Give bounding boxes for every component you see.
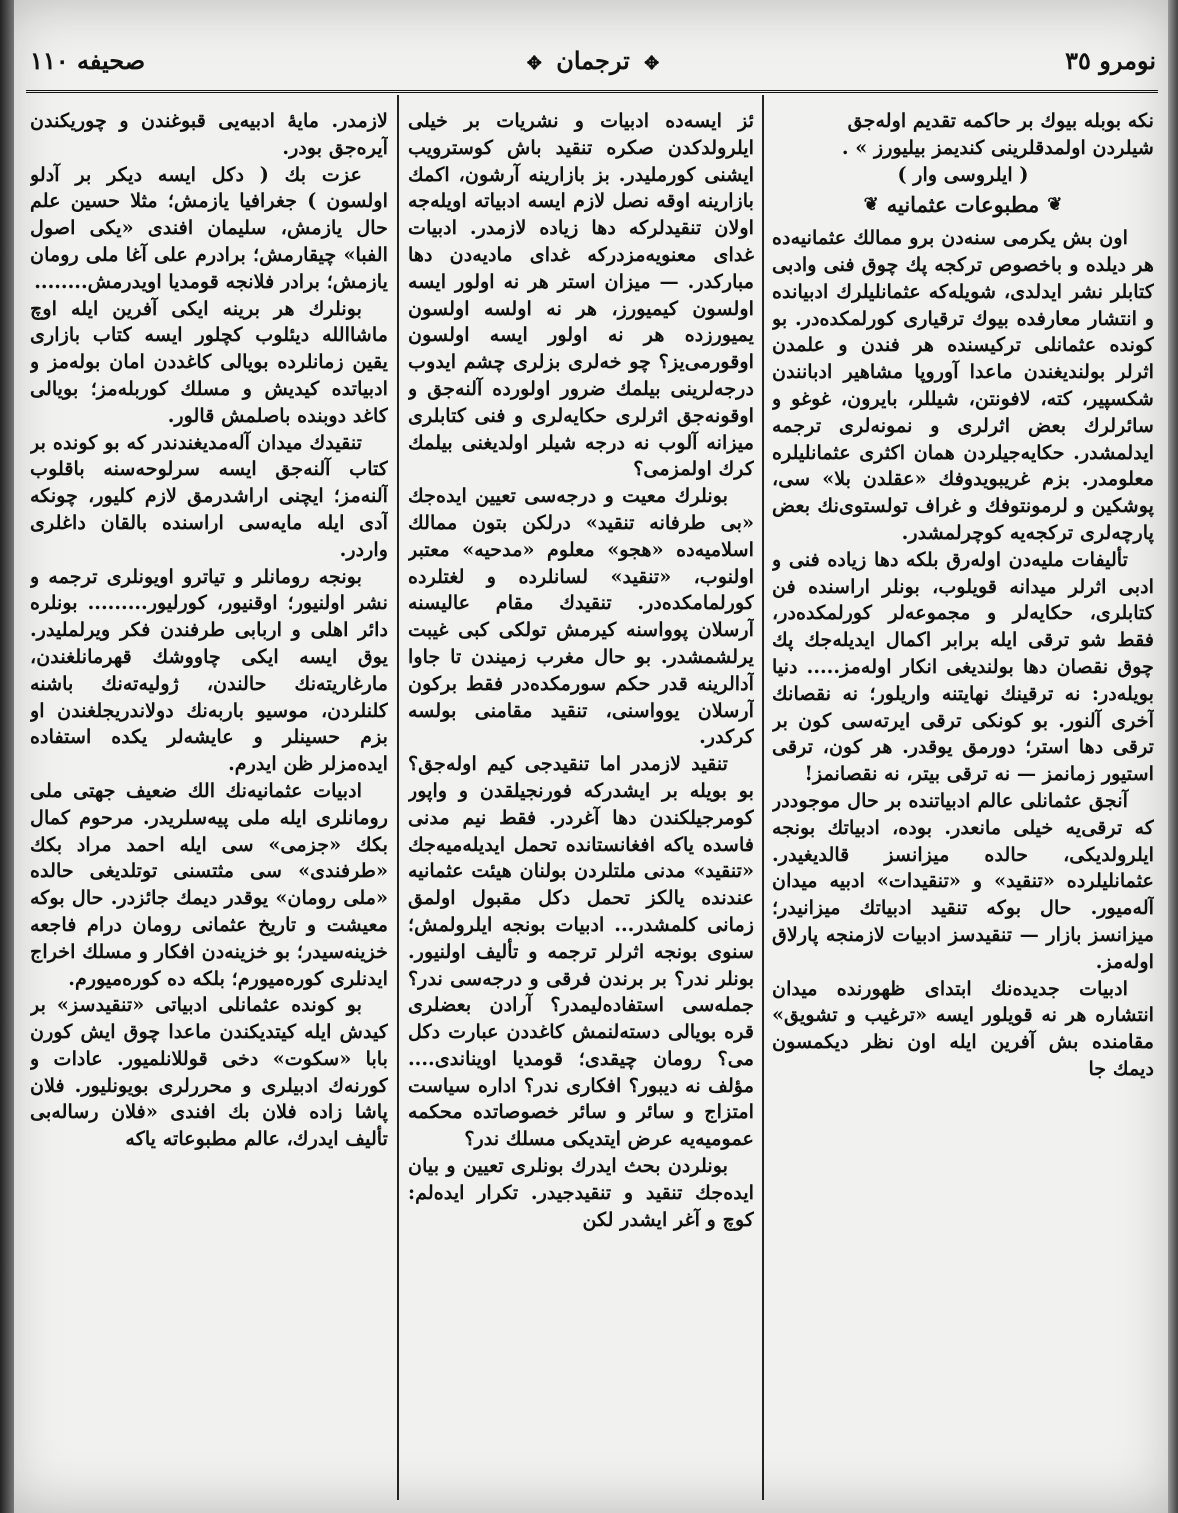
issue-number: نومرو ٣٥ xyxy=(1065,46,1156,75)
paragraph: تنقيد لازمدر اما تنقيدجى كيم اوله‌جق؟ بو بويله بر ايشدركه فورنجيلقدن و واپور كومرجيلكندن دها آغردر. فقط نيم مدنى فاسده ياكه افغانستانده تحمل ايديله‌ميه‌جك «تنقيد» مدنى ملتلردن بولنان هيئت عثمانيه عندنده يالكز تحمل دكل مقبول اولمق زمانى كلمشدر... ادبيات بونجه ايلرولمش؛ سنوى بونجه اثرلر ترجمه و تأليف اولنيور. بونلر ندر؟ بر برندن فرقى و درجه‌سى ندر؟ جمله‌سى استفاده‌ليمدر؟ آرادن بعضلرى قره بويالى دسته‌لنمش كاغددن عبارت دكل مى؟ رومان چيقدى؛ قومديا اويناندى.... مؤلف نه ديبور؟ افكارى ندر؟ اداره سياست امتزاج و سائر و سائر خصوصاتده محكمه عموميه‌يه عرض ايتديكى مسلك ندر؟ xyxy=(408,752,754,1151)
newspaper-title: ترجمان xyxy=(556,46,630,75)
middle-column xyxy=(408,108,754,1500)
header-rule xyxy=(26,90,1158,93)
newspaper-title-block xyxy=(521,46,665,75)
paragraph: لازمدر. مايهٔ ادبيه‌يى قبوغندن و چوريكندن آيره‌جق بودر. xyxy=(30,109,388,159)
section-title: مطبوعات عثمانيه xyxy=(886,192,1040,218)
ornament-left: ✥ xyxy=(644,53,660,74)
paragraph: بو كونده عثمانلى ادبياتى «تنقيدسز» بر كيدش ايله كيتديكندن ماعدا چوق ايش كورن بابا «سكوت» دخى قوللانلميور. عادات و كورنه‌ك ادبيلرى و محررلرى بويونليور. فلان پاشا زاده فلان بك افندى «فلان رساله‌بى تأليف ايدرك، عالم مطبوعاته ياكه xyxy=(30,993,388,1151)
intro-line: شيلردن اولمدقلرينى كنديمز بيليورز » . xyxy=(841,135,1154,159)
scan-edge-right xyxy=(1168,0,1178,1513)
section-header xyxy=(772,192,1154,219)
paragraph: ئز ايسه‌ده ادبيات و نشريات بر خيلى ايلرولدكدن صكره تنقيد باش كوسترويب ايشنى كورمليدر. بز بازارينه آرشون، اكمك بازارينه اوقه نصل لازم ايسه ادبياته اويله‌جه اولان تنقيدلركه دها زياده لازمدر. ادبيات غداى معنويه‌مزدركه غداى ماديه‌دن دها مباركدر. — ميزان استر هر نه اولور ايسه اولسون كيميورز، هر نه اولسه اولسون يميورزده هر نه اولور ايسه اولسون اوقورمى‌يز؟ چو خه‌لرى بزلرى چشم ايدوب درجه‌لرينى بيلمك ضرور اولورده آلنه‌جق و اوقونه‌جق اثرلرى حكايه‌لرى و فنى كتابلرى ميزانه آلوب نه درجه شيلر اولديغنى بيلمك كرك اولمزمى؟ xyxy=(408,109,754,481)
page-number: صحيفه ١١٠ xyxy=(30,46,146,75)
left-column xyxy=(30,108,388,1500)
paragraph: آنجق عثمانلى عالم ادبياتنده بر حال موجوددر كه ترقى‌يه خيلى مانعدر. بوده، ادبياتك بونجه ايلرولديكى، حالده ميزانسز قالديغيدر. عثمانليلرده «تنقيد» و «تنقيدات» ادبيه ميدان آله‌ميور. حال بوكه تنقيد ادبياتك ميزانيدر؛ ميزانسز بازار — تنقيدسز ادبيات لازمنجه پارلاق اوله‌مز. xyxy=(772,788,1154,973)
paragraph: بونلرك معيت و درجه‌سى تعيين ايده‌جك «بى طرفانه تنقيد» درلكن بتون ممالك اسلاميه‌ده «هجو» معلوم «مدحيه» معتبر اولنوب، «تنقيد» لسانلرده و لغتلرده كورلمامكده‌در. تنقيدك مقام عاليسنه آرسلان پوواسنه كيرمش تولكى كبى غيبت يرلشمشدر. بو حال مغرب زميندن تا جاوا آدالرينه قدر حكم سورمكده‌در فقط بركون آرسلان يوواسنى، تنقيد مقامنى بولسه كركدر. xyxy=(408,484,754,749)
section-ornament-left: ❦ xyxy=(863,194,879,216)
column-divider-right xyxy=(762,95,764,1500)
paragraph: ادبيات جديده‌نك ابتداى ظهورنده ميدان انتشاره هر نه قويلور ايسه «ترغيب و تشويق» مقامنده بش آفرين ايله اون نظر ديكمسون ديمك جا xyxy=(772,976,1154,1080)
scan-edge-left xyxy=(0,0,14,1513)
paragraph: ادبيات عثمانيه‌نك الك ضعيف جهتى ملى رومانلرى ايله ملى پيه‌سلريدر. مرحوم كمال بكك «جزمى» سى ايله احمد مراد بكك «طرفندى» سى مثتسنى توتلديغى حالده «ملى رومان» يوقدر ديمك جائزدر. حال بوكه معيشت و تاريخ عثمانى رومان درام فاجعه خزينه‌سيدر؛ بو خزينه‌دن افكار و مسلك اخراج ايدنلرى كوره‌ميورم؛ بلكه ده كوره‌ميورم. xyxy=(30,778,388,990)
paragraph: تنقيدك ميدان آله‌مديغندندر كه بو كونده بر كتاب آلنه‌جق ايسه سرلوحه‌سنه باقلوب آلنه‌مز؛ ايچنى اراشدرمق لازم كليور، چونكه آدى ايله مايه‌سى ارا‌سنده بالقان داغلرى واردر. xyxy=(30,430,388,561)
page-header xyxy=(30,38,1156,88)
section-ornament-right: ❦ xyxy=(1047,194,1063,216)
column-divider-left xyxy=(397,95,399,1500)
paragraph: بونلردن بحث ايدرك بونلرى تعيين و بيان ايده‌جك تنقيد و تنقيدجيدر. تكرار ايده‌لم: كوچ و آغر ايشدر لكن xyxy=(408,1154,754,1231)
paragraph: عزت بك ( دكل ايسه ديكر بر آدلو اولسون ) جغرافيا يازمش؛ مثلا حسين علم حال يازمش، سليمان افندى «يكى اصول الفبا» چيقارمش؛ برادرم على آغا ملى رومان يازمش؛ برادر فلانجه قومديا اويدرمش........ xyxy=(30,162,388,293)
paragraph: تأليفات مليه‌دن اوله‌رق بلكه دها زياده فنى و ادبى اثرلر ميدانه قويلوب، بونلر ارا‌سنده فن كتابلرى، حكايه‌لر و مجموعه‌لر كورلمكده‌در، فقط شو ترقى ايله برابر اكمال ايديله‌جك پك چوق نقصان دها بولنديغى انكار اوله‌مز..... دنيا بويله‌در: نه ترقينك نهايتنه واريلور؛ نه نقصانك آخرى آلنور. بو كونكى ترقى ايرته‌سى كون بر ترقى دها استر؛ دورمق يوقدر. هر كون، ترقى استيور زمانمز — نه ترقى بيتر، نه نقصانمز! xyxy=(772,547,1154,786)
intro-line: نكه بوبله بيوك بر حاكمه تقديم اوله‌جق xyxy=(847,109,1154,132)
right-column xyxy=(772,108,1154,1500)
continued-note: ( ايلروسى وار ) xyxy=(897,162,1029,186)
ornament-right: ✥ xyxy=(526,53,542,74)
paragraph: بونلرك هر برينه ايكى آفرين ايله اوچ ماشاالله ديئلوب كچلور ايسه كتاب بازارى يقين زمانلرده بويالى كاغددن امان بوله‌مز و ادبياتده كيديش و مسلك كوربله‌مز؛ بويالى كاغد دوبنده باصلمش قالور. xyxy=(30,296,388,427)
paragraph: اون بش يكرمى سنه‌دن برو ممالك عثمانيه‌ده هر ديلده و باخصوص تركجه پك چوق فنى وادبى كتابلر نشر ايدلدى، شويله‌كه عثمانليلرك ادبيانده و انتشار معارفده بيوك ترقيارى كورلمكده‌در. بو كونده عثمانلى تركيسنده هر فندن و علمدن اثرلر بولنديغندن ماعدا آوروپا مشاهير ادبانندن شكسپير، كته، لافونتن، شيللر، بايرون، غوغو و سائرلرك بعض اثرلرى و نمونه‌لرى ترجمه ايدلمشدر. حكايه‌جيلردن همان اكثرى عثمانليلره معلومدر. بزم غريبويدوفك «عقلدن بلا» سى، پوشكين و لرمونتوفك و غراف تولستوى‌نك بعض پارچه‌لرى تركجه‌يه كوچرلمشدر. xyxy=(772,226,1154,544)
paragraph: بونجه رومانلر و تياترو اويونلرى ترجمه و نشر اولنيور؛ اوقنيور، كورليور......... بونلره دائر اهلى و اربابى طرفندن فكر ويرلمليدر. يوق ايسه ايكى چاووشك قهرمانلغندن، مارغاريته‌نك حالندن، ژوليه‌ته‌نك باشنه كلنلردن، موسيو باربه‌نك دولاندريجلغندن او بزم حسينلر و عايشه‌لر يكده استفاده ايده‌مزلر ظن ايدرم. xyxy=(30,564,388,776)
